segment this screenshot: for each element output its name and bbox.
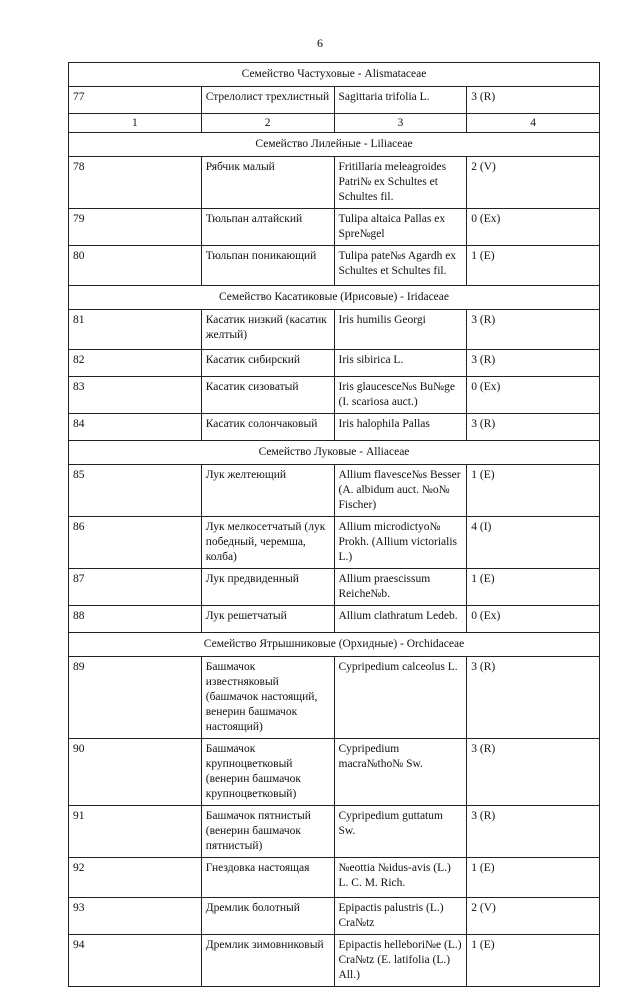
species-number: 92 xyxy=(69,858,202,898)
species-status: 0 (Ex) xyxy=(467,606,600,633)
species-number: 91 xyxy=(69,806,202,858)
species-row xyxy=(69,246,600,286)
species-russian-name: Гнездовка настоящая xyxy=(201,858,334,898)
species-russian-name: Тюльпан алтайский xyxy=(201,209,334,246)
species-row xyxy=(69,414,600,441)
family-title: Семейство Частуховые - Alismataceae xyxy=(69,63,600,87)
family-header-row xyxy=(69,133,600,157)
species-row xyxy=(69,377,600,414)
species-latin-name: Allium microdictyo№ Prokh. (Allium victorialis L.) xyxy=(334,517,467,569)
species-russian-name: Дремлик зимовниковый xyxy=(201,935,334,987)
species-latin-name: Tulipa pate№s Agardh ex Schultes et Schultes fil. xyxy=(334,246,467,286)
species-russian-name: Дремлик болотный xyxy=(201,898,334,935)
species-number: 78 xyxy=(69,157,202,209)
species-status: 3 (R) xyxy=(467,87,600,114)
species-status: 0 (Ex) xyxy=(467,377,600,414)
species-row xyxy=(69,517,600,569)
family-title: Семейство Луковые - Alliaceae xyxy=(69,441,600,465)
species-status: 3 (R) xyxy=(467,310,600,350)
species-status: 2 (V) xyxy=(467,157,600,209)
species-status: 1 (E) xyxy=(467,935,600,987)
page-number: 6 xyxy=(317,36,323,50)
species-row xyxy=(69,806,600,858)
species-number: 80 xyxy=(69,246,202,286)
species-latin-name: Allium praescissum Reiche№b. xyxy=(334,569,467,606)
species-russian-name: Башмачок известняковый (башмачок настоящий, венерин башмачок настоящий) xyxy=(201,657,334,739)
species-number: 82 xyxy=(69,350,202,377)
species-status: 1 (E) xyxy=(467,858,600,898)
species-number: 94 xyxy=(69,935,202,987)
species-number: 89 xyxy=(69,657,202,739)
species-latin-name: Sagittaria trifolia L. xyxy=(334,87,467,114)
species-row xyxy=(69,310,600,350)
species-status: 2 (V) xyxy=(467,898,600,935)
family-header-row xyxy=(69,286,600,310)
family-header-row xyxy=(69,63,600,87)
species-russian-name: Рябчик малый xyxy=(201,157,334,209)
species-status: 3 (R) xyxy=(467,657,600,739)
column-number: 4 xyxy=(467,114,600,133)
species-russian-name: Касатик солончаковый xyxy=(201,414,334,441)
column-number: 2 xyxy=(201,114,334,133)
species-latin-name: Iris glaucesce№s Bu№ge (I. scariosa auct.) xyxy=(334,377,467,414)
species-number: 83 xyxy=(69,377,202,414)
species-status: 3 (R) xyxy=(467,739,600,806)
species-number: 85 xyxy=(69,465,202,517)
species-row xyxy=(69,569,600,606)
species-row xyxy=(69,858,600,898)
species-row xyxy=(69,350,600,377)
species-russian-name: Башмачок пятнистый (венерин башмачок пятнистый) xyxy=(201,806,334,858)
species-russian-name: Тюльпан поникающий xyxy=(201,246,334,286)
family-header-row xyxy=(69,441,600,465)
species-russian-name: Лук предвиденный xyxy=(201,569,334,606)
species-latin-name: Allium flavesce№s Besser (A. albidum auct. №o№ Fischer) xyxy=(334,465,467,517)
species-latin-name: Cypripedium macra№tho№ Sw. xyxy=(334,739,467,806)
species-row xyxy=(69,209,600,246)
species-latin-name: Fritillaria meleagroides Patri№ ex Schultes et Schultes fil. xyxy=(334,157,467,209)
family-title: Семейство Касатиковые (Ирисовые) - Iridaceae xyxy=(69,286,600,310)
species-latin-name: №eottia №idus-avis (L.) L. C. M. Rich. xyxy=(334,858,467,898)
species-row xyxy=(69,935,600,987)
species-russian-name: Касатик сибирский xyxy=(201,350,334,377)
species-number: 93 xyxy=(69,898,202,935)
species-row xyxy=(69,465,600,517)
species-row xyxy=(69,898,600,935)
family-title: Семейство Лилейные - Liliaceae xyxy=(69,133,600,157)
species-number: 87 xyxy=(69,569,202,606)
column-number: 1 xyxy=(69,114,202,133)
column-number: 3 xyxy=(334,114,467,133)
species-number: 86 xyxy=(69,517,202,569)
species-status: 0 (Ex) xyxy=(467,209,600,246)
family-title: Семейство Ятрышниковые (Орхидные) - Orchidaceae xyxy=(69,633,600,657)
species-status: 1 (E) xyxy=(467,246,600,286)
species-status: 3 (R) xyxy=(467,806,600,858)
species-latin-name: Epipactis hellebori№e (L.) Cra№tz (E. latifolia (L.) All.) xyxy=(334,935,467,987)
species-russian-name: Стрелолист трехлистный xyxy=(201,87,334,114)
species-status: 3 (R) xyxy=(467,414,600,441)
species-latin-name: Iris halophila Pallas xyxy=(334,414,467,441)
species-russian-name: Лук желтеющий xyxy=(201,465,334,517)
family-header-row xyxy=(69,633,600,657)
species-russian-name: Касатик низкий (касатик желтый) xyxy=(201,310,334,350)
species-status: 1 (E) xyxy=(467,569,600,606)
species-status: 4 (I) xyxy=(467,517,600,569)
table-body xyxy=(69,63,600,987)
species-row xyxy=(69,657,600,739)
species-russian-name: Лук мелкосетчатый (лук победный, черемша, колба) xyxy=(201,517,334,569)
species-latin-name: Iris sibirica L. xyxy=(334,350,467,377)
species-latin-name: Allium clathratum Ledeb. xyxy=(334,606,467,633)
species-number: 90 xyxy=(69,739,202,806)
species-latin-name: Tulipa altaica Pallas ex Spre№gel xyxy=(334,209,467,246)
species-number: 81 xyxy=(69,310,202,350)
species-number: 79 xyxy=(69,209,202,246)
species-russian-name: Башмачок крупноцветковый (венерин башмачок крупноцветковый) xyxy=(201,739,334,806)
species-number: 77 xyxy=(69,87,202,114)
species-latin-name: Iris humilis Georgi xyxy=(334,310,467,350)
species-row xyxy=(69,739,600,806)
species-latin-name: Epipactis palustris (L.) Cra№tz xyxy=(334,898,467,935)
column-numbers-row xyxy=(69,114,600,133)
species-status: 3 (R) xyxy=(467,350,600,377)
species-row xyxy=(69,606,600,633)
species-latin-name: Cypripedium calceolus L. xyxy=(334,657,467,739)
species-status: 1 (E) xyxy=(467,465,600,517)
species-number: 88 xyxy=(69,606,202,633)
species-latin-name: Cypripedium guttatum Sw. xyxy=(334,806,467,858)
species-russian-name: Лук решетчатый xyxy=(201,606,334,633)
species-number: 84 xyxy=(69,414,202,441)
species-row xyxy=(69,157,600,209)
species-russian-name: Касатик сизоватый xyxy=(201,377,334,414)
species-row xyxy=(69,87,600,114)
red-book-table xyxy=(68,62,600,987)
